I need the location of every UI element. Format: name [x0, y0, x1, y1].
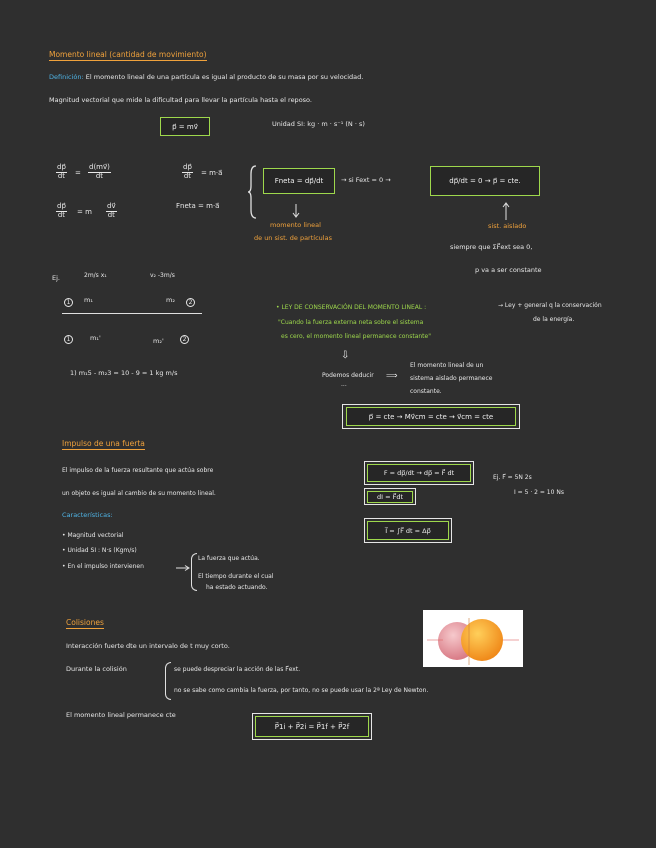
deriv2-frac-a: $\frac{dp⃗}{dt}$ [57, 202, 66, 219]
heading-impulse: Impulso de una fuerta [62, 439, 145, 448]
car-3: • En el impulso intervienen [62, 563, 144, 570]
brace-icon [248, 166, 258, 218]
deducir-r2: sistema aislado permanece [410, 375, 493, 382]
imp-ej-1: Ej. F⃗ = 5N 2s [493, 474, 532, 481]
box-imp3-inner: I⃗ = ∫F⃗ dt = Δp⃗ [367, 521, 449, 540]
deducir-2: ... [341, 381, 347, 388]
box-imp3 [364, 518, 452, 543]
label-momento-sist-2: de un sist. de partículas [254, 234, 332, 242]
circle-1: 1 [64, 298, 73, 307]
colliding-spheres-icon [423, 610, 523, 667]
deriv3-rest: = m·a⃗ [201, 169, 223, 177]
car-3b: El tiempo durante el cual [198, 573, 274, 580]
deriv1-frac-a: $\frac{dp⃗}{dt}$ [57, 163, 66, 180]
ley-side-1: → Ley + general q la conservación [498, 302, 602, 309]
caracteristicas: Características: [62, 511, 113, 519]
siempre-que: siempre que ΣF⃗ext sea 0, [450, 243, 533, 251]
deducir-r3: constante. [410, 388, 442, 395]
units-text: Unidad SI: kg · m · s⁻¹ (N · s) [272, 120, 365, 128]
m2p-label: m₂' [153, 337, 164, 345]
arrow-up-icon [502, 202, 510, 220]
box-imp1-inner: F = dp⃗/dt → dp⃗ = F⃗ dt [367, 464, 471, 482]
si-fext: → si Fext = 0 → [341, 176, 391, 184]
box-conservation [342, 404, 520, 429]
collision-image [423, 610, 523, 667]
ley-side-2: de la energía. [533, 316, 575, 323]
col-b2: no se sabe como cambia la fuerza, por tanto, no se puede usar la 2ª Ley de Newton. [174, 687, 429, 694]
formula-p-box: p⃗ = mv⃗ [160, 117, 210, 136]
arrow-down-icon [292, 204, 300, 218]
col-text-2: Durante la colisión [66, 665, 127, 673]
imp-ej-2: I = 5 · 2 = 10 Ns [514, 489, 564, 496]
ej-label: Ej. [52, 274, 60, 282]
box-cte: dp⃗/dt = 0 → p⃗ = cte. [430, 166, 540, 196]
deducir-1: Podemos deducir [322, 372, 374, 379]
box-imp2-inner: dI = F⃗dt [367, 491, 413, 503]
deriv1-frac-b: $\frac{d(mv⃗)}{dt}$ [89, 163, 110, 180]
heading-collisions: Colisiones [66, 618, 104, 627]
circle-1b: 1 [64, 335, 73, 344]
label-sist-aislado: sist. aislado [488, 222, 527, 230]
ground-line [62, 313, 202, 314]
deriv1-eq: = [75, 169, 81, 177]
car-1: • Magnitud vectorial [62, 532, 124, 539]
ej-v2: v₂ -3m/s [150, 272, 175, 279]
box-fneta: Fneta = dp⃗/dt [263, 168, 335, 194]
label-momento-sist-1: momento lineal [270, 221, 321, 229]
circle-2b: 2 [180, 335, 189, 344]
m1-label: m₁ [84, 296, 93, 304]
car-brace [191, 553, 197, 591]
col-b1: se puede despreciar la acción de las F⃗ext. [174, 666, 301, 673]
box-collision-inner: P⃗1i + P⃗2i = P⃗1f + P⃗2f [255, 716, 369, 737]
ley-title: • LEY DE CONSERVACIÓN DEL MOMENTO LINEAL : [276, 304, 427, 311]
heading-momentum: Momento lineal (cantidad de movimiento) [49, 50, 207, 59]
car-3c: ha estado actuando. [206, 584, 268, 591]
impulse-text-2: un objeto es igual al cambio de su momento lineal. [62, 490, 216, 497]
col-text-1: Interacción fuerte dte un intervalo de t muy corto. [66, 642, 230, 650]
circle-2: 2 [186, 298, 195, 307]
definition-line [49, 74, 363, 82]
col-brace [165, 662, 171, 700]
ej-v1: 2m/s x₁ [84, 272, 107, 279]
deducir-arrow: ⟹ [386, 371, 398, 380]
fneta-eq: Fneta = m·a⃗ [176, 202, 220, 210]
box-conservation-inner: p⃗ = cte → Mv⃗cm = cte → v⃗cm = cte [346, 407, 516, 426]
box-imp1 [364, 461, 474, 485]
vector-text: Magnitud vectorial que mide la dificultad para llevar la partícula hasta el reposo. [49, 96, 312, 104]
deriv2-eq: = m [77, 208, 92, 216]
car-2: • Unidad SI : N·s (Kgm/s) [62, 547, 137, 554]
definition-text: El momento lineal de una partícula es igual al producto de su masa por su velocidad. [85, 73, 364, 81]
arrow-right-icon [176, 565, 190, 571]
double-arrow-down-icon: ⇩ [341, 350, 350, 361]
deriv3-frac: $\frac{dp⃗}{dt}$ [183, 163, 192, 180]
deriv2-frac-b: $\frac{dv⃗}{dt}$ [107, 202, 116, 219]
ej-calc: 1) m₁5 - m₂3 = 10 - 9 = 1 kg m/s [70, 369, 178, 377]
box-collision [252, 713, 372, 740]
definition-label: Definición: [49, 73, 84, 81]
ley-quote-2: es cero, el momento lineal permanece constante" [281, 333, 431, 340]
ley-quote-1: "Cuando la fuerza externa neta sobre el sistema [278, 319, 424, 326]
box-imp2 [364, 488, 416, 505]
car-3a: La fuerza que actúa. [198, 555, 260, 562]
m2-label: m₂ [166, 296, 175, 304]
p-constante: p va a ser constante [475, 266, 542, 274]
deducir-r1: El momento lineal de un [410, 362, 484, 369]
m1p-label: m₁' [90, 334, 101, 342]
impulse-text-1: El impulso de la fuerza resultante que actúa sobre [62, 467, 214, 474]
col-text-3: El momento lineal permanece cte [66, 711, 176, 719]
